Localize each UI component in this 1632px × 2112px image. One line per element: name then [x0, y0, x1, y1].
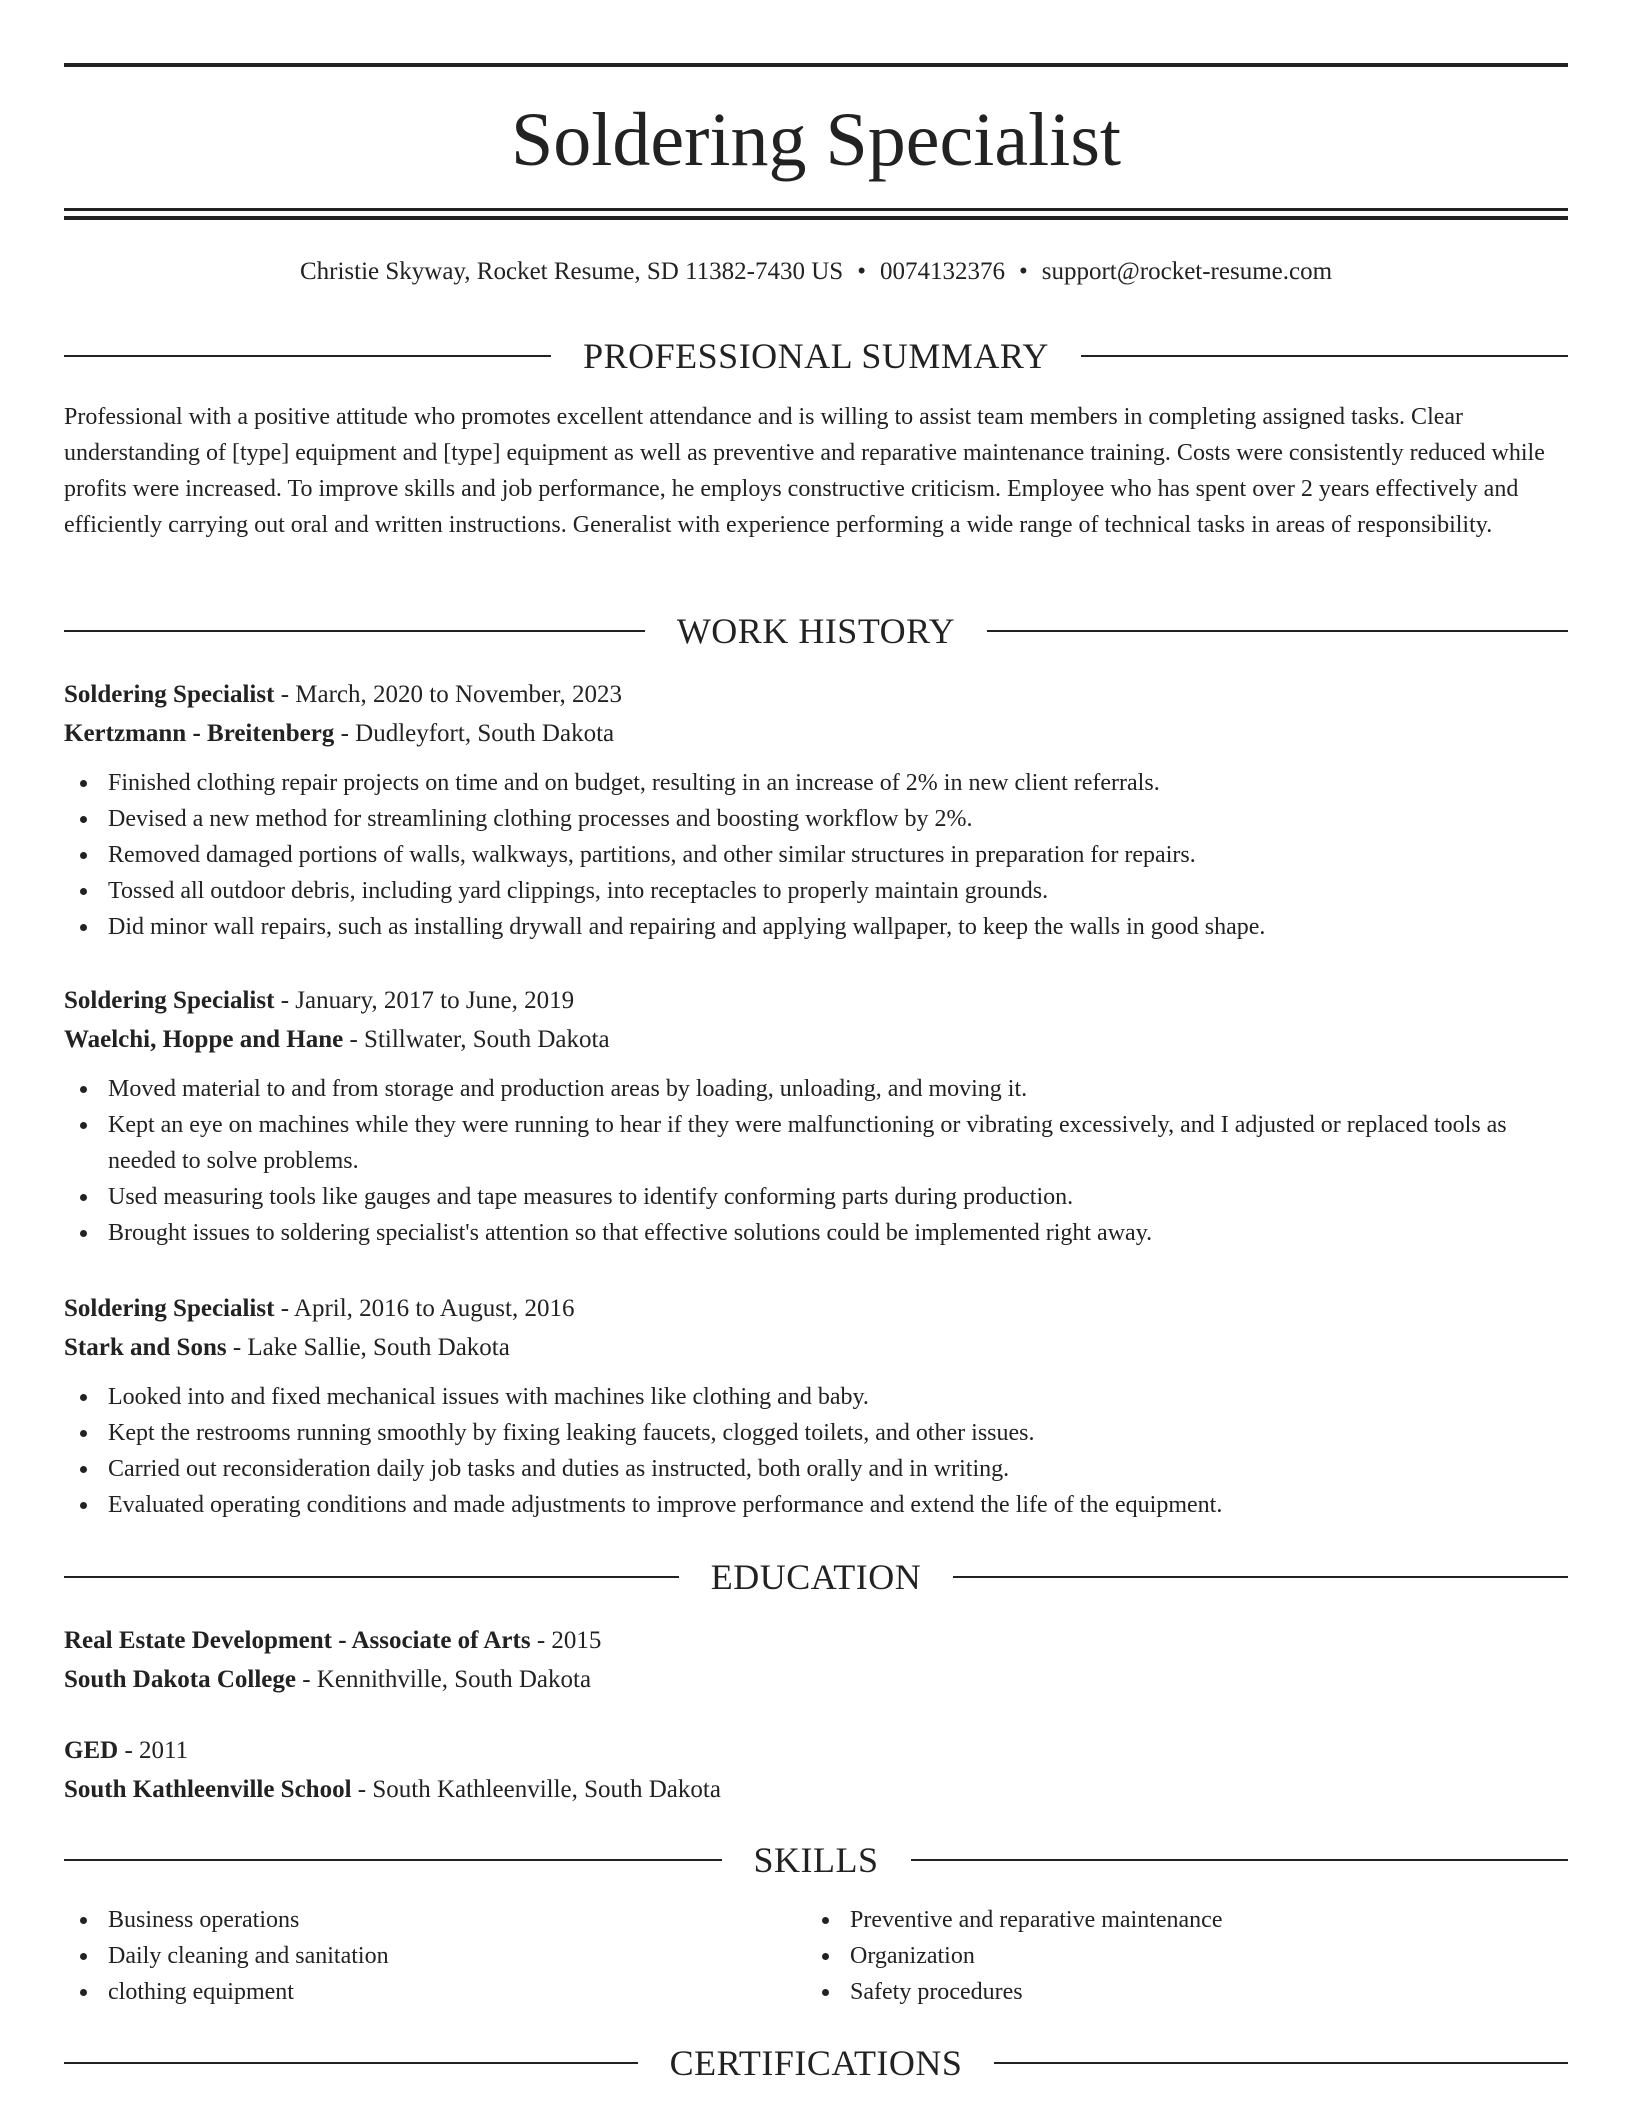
- job-bullets: [64, 1071, 1568, 1251]
- education-school: South Dakota College: [64, 1666, 296, 1693]
- skill-item: Daily cleaning and sanitation: [64, 1938, 806, 1974]
- skills-column-right: [806, 1902, 1548, 2010]
- section-title-certifications: CERTIFICATIONS: [669, 2043, 963, 2083]
- job-company-line: [64, 714, 1568, 753]
- education-year: - 2011: [118, 1737, 189, 1764]
- job-bullet: Finished clothing repair projects on time and on budget, resulting in an increase of 2% in new client referrals.: [64, 765, 1568, 801]
- education-location: - Kennithville, South Dakota: [295, 1666, 592, 1693]
- job-company: Stark and Sons: [64, 1334, 227, 1361]
- section-rule: [987, 630, 1568, 632]
- resume-title: Soldering Specialist: [510, 98, 1122, 182]
- job-bullet: Removed damaged portions of walls, walkways, partitions, and other similar structures in preparation for repairs.: [64, 837, 1568, 873]
- section-header-education: [64, 1555, 1568, 1599]
- contact-email: support@rocket-resume.com: [1041, 258, 1333, 285]
- skill-item: Business operations: [64, 1902, 806, 1938]
- job-bullet: Devised a new method for streamlining clothing processes and boosting workflow by 2%.: [64, 801, 1568, 837]
- education-degree: GED: [64, 1737, 119, 1764]
- section-rule: [64, 1859, 722, 1861]
- job-bullet: Kept an eye on machines while they were running to hear if they were malfunctioning or vibrating excessively, and I adjusted or replaced tools as needed to solve problems.: [64, 1107, 1568, 1179]
- section-rule: [64, 2062, 638, 2064]
- education-degree-line: [64, 1731, 1568, 1770]
- job-company-line: [64, 1328, 1568, 1367]
- section-header-summary: [64, 334, 1568, 378]
- job-bullet: Evaluated operating conditions and made adjustments to improve performance and extend the life of the equipment.: [64, 1487, 1568, 1523]
- section-rule: [64, 355, 551, 357]
- job-location: - Dudleyfort, South Dakota: [334, 720, 615, 747]
- section-header-certifications: [64, 2041, 1568, 2085]
- job-entry: [64, 675, 1568, 945]
- job-role: Soldering Specialist: [64, 681, 275, 708]
- job-title-line: [64, 1289, 1568, 1328]
- section-rule: [953, 1576, 1568, 1578]
- skill-item: clothing equipment: [64, 1974, 806, 2010]
- skill-item: Preventive and reparative maintenance: [806, 1902, 1548, 1938]
- skill-item: Safety procedures: [806, 1974, 1548, 2010]
- job-location: - Lake Sallie, South Dakota: [226, 1334, 510, 1361]
- education-school-line: [64, 1770, 1568, 1809]
- job-role: Soldering Specialist: [64, 1295, 275, 1322]
- job-bullets: [64, 1379, 1568, 1523]
- education-school-line: [64, 1660, 1568, 1699]
- job-company: Kertzmann - Breitenberg: [64, 720, 335, 747]
- education-school: South Kathleenville School: [64, 1776, 352, 1803]
- job-bullet: Kept the restrooms running smoothly by fixing leaking faucets, clogged toilets, and other issues.: [64, 1415, 1568, 1451]
- skill-item: Organization: [806, 1938, 1548, 1974]
- job-role: Soldering Specialist: [64, 987, 275, 1014]
- section-rule: [911, 1859, 1569, 1861]
- education-degree-line: [64, 1621, 1568, 1660]
- section-title-summary: PROFESSIONAL SUMMARY: [583, 336, 1049, 376]
- job-title-line: [64, 981, 1568, 1020]
- contact-line: [64, 254, 1568, 290]
- top-rule: [64, 63, 1568, 67]
- job-company: Waelchi, Hoppe and Hane: [64, 1026, 344, 1053]
- education-location: - South Kathleenville, South Dakota: [351, 1776, 721, 1803]
- job-entry: [64, 981, 1568, 1251]
- job-entry: [64, 1289, 1568, 1523]
- job-bullet: Tossed all outdoor debris, including yard clippings, into receptacles to properly maintain grounds.: [64, 873, 1568, 909]
- skills-column-left: [64, 1902, 806, 2010]
- section-rule: [64, 630, 645, 632]
- job-title-line: [64, 675, 1568, 714]
- section-rule: [64, 1576, 679, 1578]
- job-location: - Stillwater, South Dakota: [343, 1026, 610, 1053]
- job-bullets: [64, 765, 1568, 945]
- summary-text: Professional with a positive attitude who promotes excellent attendance and is willing to assist team members in completing assigned tasks. Clear understanding of [type] equipment and [type] equipment as well as preventive and reparative maintenance training. Costs were consistently reduced while profits were increased. To improve skills and job performance, he employs constructive criticism. Employee who has spent over 2 years effectively and efficiently carrying out oral and written instructions. Generalist with experience performing a wide range of technical tasks in areas of responsibility.: [64, 404, 1545, 538]
- contact-separator: •: [857, 258, 866, 285]
- education-entry: [64, 1731, 1568, 1809]
- job-bullet: Moved material to and from storage and production areas by loading, unloading, and moving it.: [64, 1071, 1568, 1107]
- section-header-skills: [64, 1838, 1568, 1882]
- education-year: - 2015: [530, 1627, 602, 1654]
- section-title-education: EDUCATION: [710, 1557, 922, 1597]
- section-header-work: [64, 609, 1568, 653]
- job-bullet: Used measuring tools like gauges and tape measures to identify conforming parts during production.: [64, 1179, 1568, 1215]
- job-bullet: Did minor wall repairs, such as installing drywall and repairing and applying wallpaper, to keep the walls in good shape.: [64, 909, 1568, 945]
- section-rule: [1081, 355, 1568, 357]
- job-dates: - March, 2020 to November, 2023: [274, 681, 622, 708]
- education-degree: Real Estate Development - Associate of Arts: [64, 1627, 531, 1654]
- job-bullet: Carried out reconsideration daily job tasks and duties as instructed, both orally and in writing.: [64, 1451, 1568, 1487]
- section-rule: [994, 2062, 1568, 2064]
- job-bullet: Brought issues to soldering specialist's attention so that effective solutions could be implemented right away.: [64, 1215, 1568, 1251]
- section-title-work: WORK HISTORY: [676, 611, 956, 651]
- job-dates: - January, 2017 to June, 2019: [274, 987, 575, 1014]
- education-entry: [64, 1621, 1568, 1699]
- contact-address: Christie Skyway, Rocket Resume, SD 11382-7430 US: [299, 258, 844, 285]
- job-company-line: [64, 1020, 1568, 1059]
- skills-list: [64, 1902, 1568, 2010]
- contact-phone: 0074132376: [879, 258, 1005, 285]
- contact-separator: •: [1018, 258, 1028, 285]
- job-bullet: Looked into and fixed mechanical issues with machines like clothing and baby.: [64, 1379, 1568, 1415]
- title-double-rule: [64, 208, 1568, 220]
- section-title-skills: SKILLS: [753, 1840, 879, 1880]
- job-dates: - April, 2016 to August, 2016: [274, 1295, 575, 1322]
